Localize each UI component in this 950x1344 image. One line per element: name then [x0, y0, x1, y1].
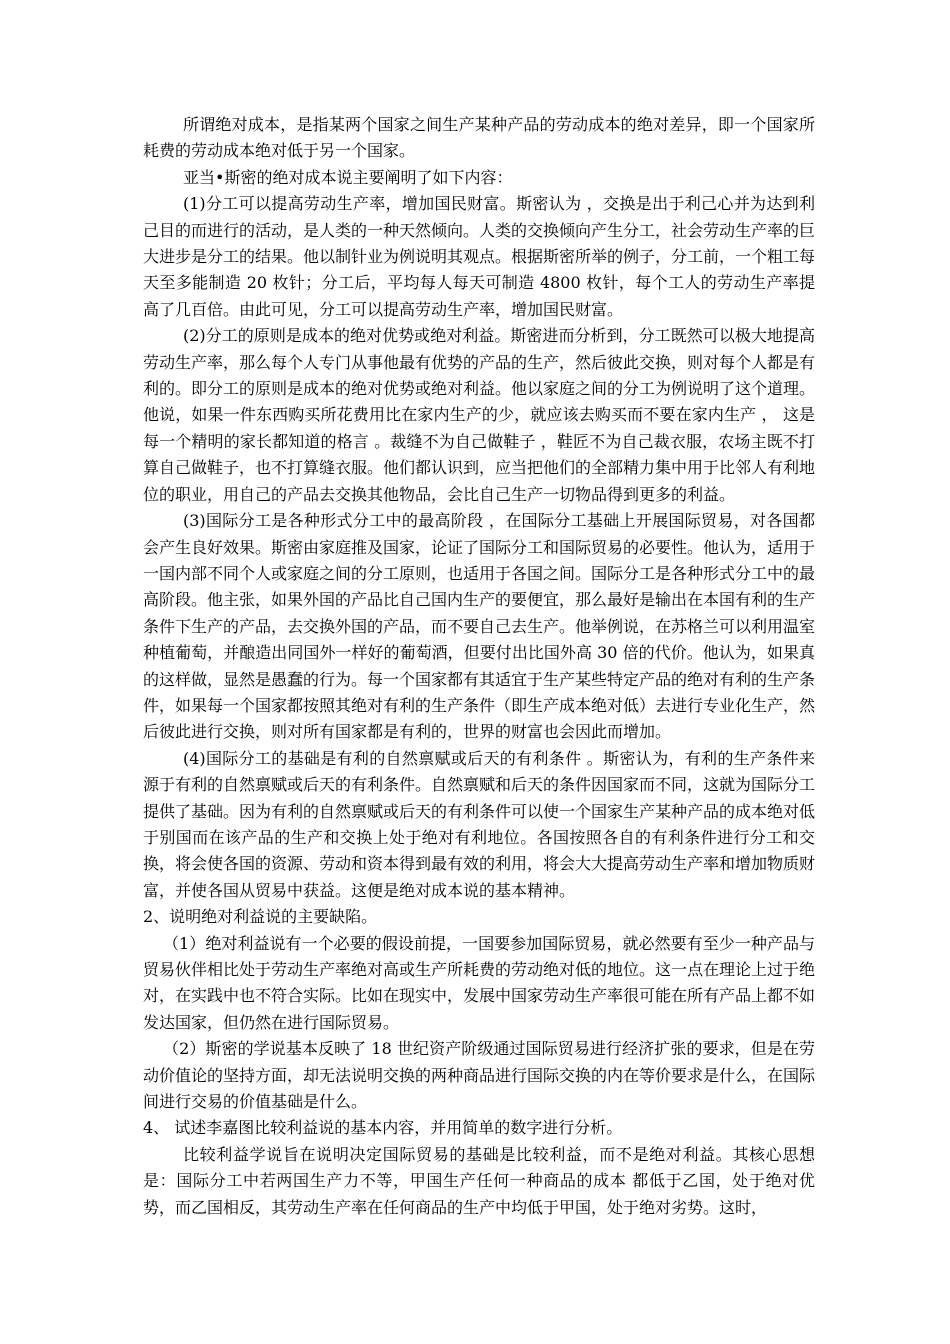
paragraph-smith-intro: 亚当•斯密的绝对成本说主要阐明了如下内容：: [183, 167, 513, 187]
paragraph-point-2: (2)分工的原则是成本的绝对优势或绝对利益。斯密进而分析到，分工既然可以极大地提高劳动生产率，那么每个人专门从事他最有优势的产品的生产，然后彼此交换，则对每个人都是有利的。即分工的原则是成本的绝对优势或绝对利益。他以家庭之间的分工为例说明了这个道理。他说，如果一件东西购买所花费用比在家内生产的少，就应该去购买而不要在家内生产 ， 这是每一个精明的家长都知道的格言 。裁缝不为自己做鞋子 ，鞋匠不为自己裁衣服，农场主既不打算自己做鞋子，也不打算缝衣服。他们都认识到，应当把他们的全部精力集中用于比邻人有利地位的职业，用自己的产品去交换其他物品，会比自己生产一切物品得到更多的利益。: [143, 326, 816, 504]
paragraph-point-3: (3)国际分工是各种形式分工中的最高阶段 ，在国际分工基础上开展国际贸易，对各国都会产生良好效果。斯密由家庭推及国家，论证了国际分工和国际贸易的必要性。他认为，适用于一国内部不同个人或家庭之间的分工原则，也适用于各国之间。国际分工是各种形式分工中的最高阶段。他主张，如果外国的产品比自己国内生产的要便宜，那么最好是输出在本国有利的生产条件下生产的产品，去交换外国的产品，而不要自己去生产。他举例说，在苏格兰可以利用温室种植葡萄，并酿造出同国外一样好的葡萄酒，但要付出比国外高 30 倍的代价。他认为，如果真的这样做，显然是愚蠢的行为。每一个国家都有其适宜于生产某些特定产品的绝对有利的生产条件，如果每一个国家都按照其绝对有利的生产条件（即生产成本绝对低）去进行专业化生产，然后彼此进行交换，则对所有国家都是有利的，世界的财富也会因此而增加。: [143, 511, 816, 742]
paragraph-comparative-advantage: 比较利益学说旨在说明决定国际贸易的基础是比较利益，而不是绝对利益。其核心思想是：国际分工中若两国生产力不等，甲国生产任何一种商品的成本 都低于乙国，处于绝对优势，而乙国相反，其劳动生产率在任何商品的生产中均低于甲国，处于绝对劣势。这时，: [143, 1144, 815, 1217]
paragraph-defect-2: （2）斯密的学说基本反映了 18 世纪资产阶级通过国际贸易进行经济扩张的要求，但是在劳动价值论的坚持方面，却无法说明交换的两种商品进行国际交换的内在等价要求是什么，在国际间进行交易的价值基础是什么。: [143, 1039, 816, 1112]
section-heading-2: 2、说明绝对利益说的主要缺陷。: [143, 907, 378, 927]
paragraph-defect-1: （1）绝对利益说有一个必要的假设前提，一国要参加国际贸易，就必然要有至少一种产品与贸易伙伴相比处于劳动生产率绝对高或生产所耗费的劳动绝对低的地位。这一点在理论上过于绝对，在实践中也不符合实际。比如在现实中，发展中国家劳动生产率很可能在所有产品上都不如发达国家，但仍然在进行国际贸易。: [143, 933, 816, 1032]
document-body: [143, 112, 815, 1221]
paragraph-point-1: (1)分工可以提高劳动生产率，增加国民财富。斯密认为 ，交换是出于利己心并为达到利己目的而进行的活动，是人类的一种天然倾向。人类的交换倾向产生分工，社会劳动生产率的巨大进步是分工的结果。他以制针业为例说明其观点。根据斯密所举的例子，分工前，一个粗工每天至多能制造 20 枚针；分工后，平均每人每天可制造 4800 枚针，每个工人的劳动生产率提高了几百倍。由此可见，分工可以提高劳动生产率，增加国民财富。: [143, 194, 816, 319]
section-heading-4: 4、 试述李嘉图比较利益说的基本内容，并用简单的数字进行分析。: [143, 1118, 623, 1138]
paragraph-absolute-cost-definition: 所谓绝对成本，是指某两个国家之间生产某种产品的劳动成本的绝对差异，即一个国家所耗费的劳动成本绝对低于另一个国家。: [143, 115, 815, 161]
paragraph-point-4: (4)国际分工的基础是有利的自然禀赋或后天的有利条件 。斯密认为，有利的生产条件来源于有利的自然禀赋或后天的有利条件。自然禀赋和后天的条件因国家而不同，这就为国际分工提供了基础。因为有利的自然禀赋或后天的有利条件可以使一个国家生产某种产品的成本绝对低于别国而在该产品的生产和交换上处于绝对有利地位。各国按照各自的有利条件进行分工和交换，将会使各国的资源、劳动和资本得到最有效的利用，将会大大提高劳动生产率和增加物质财富，并使各国从贸易中获益。这便是绝对成本说的基本精神。: [143, 748, 816, 900]
